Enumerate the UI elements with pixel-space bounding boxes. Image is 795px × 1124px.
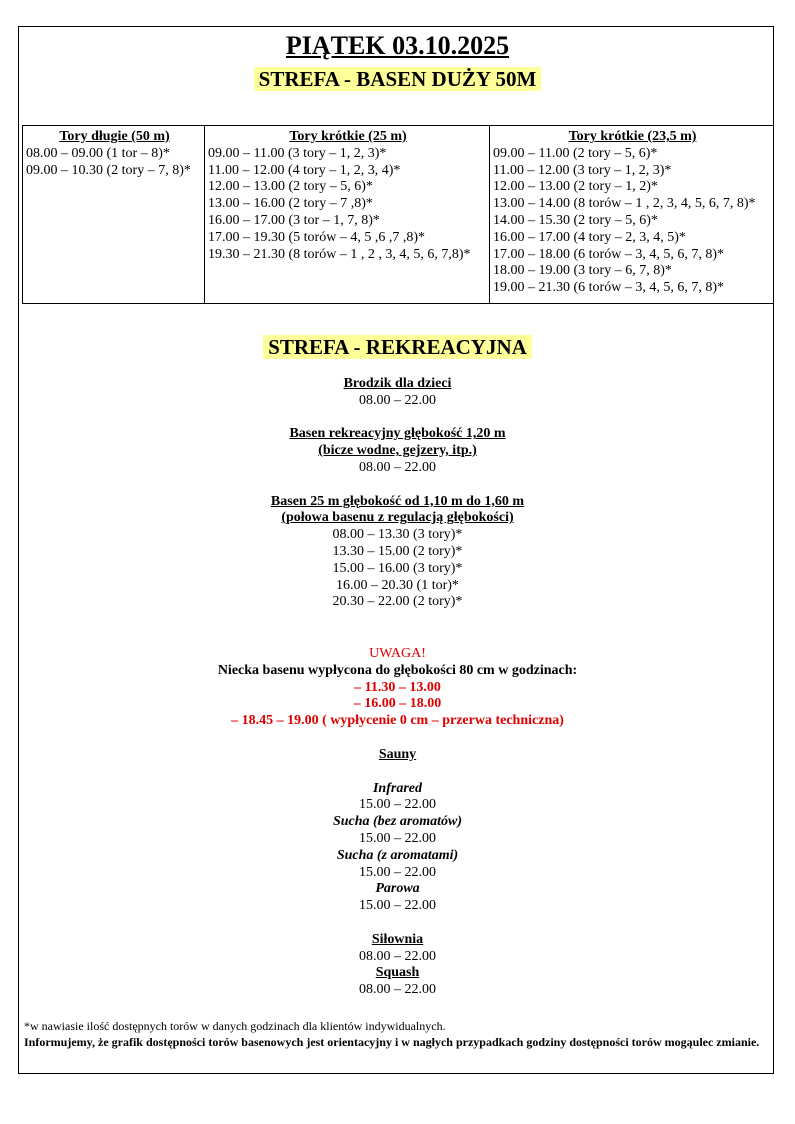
lane-slot: 09.00 – 11.00 (2 tory – 5, 6)* xyxy=(493,145,658,161)
lanes-table xyxy=(22,125,774,304)
warning-text: Niecka basenu wypłycona do głębokości 80 cm w godzinach: xyxy=(217,662,578,678)
lane-slot: 18.00 – 19.00 (3 tory – 6, 7, 8)* xyxy=(493,263,672,279)
lane-slot: 14.00 – 15.30 (2 tory – 5, 6)* xyxy=(493,212,658,228)
lane-slot: 08.00 – 09.00 (1 tor – 8)* xyxy=(26,145,170,161)
footer-info: Informujemy, że grafik dostępności torów basenowych jest orientacyjny i w nagłych przypadkach godziny dostępności torów mogąulec zmianie. xyxy=(24,1035,760,1049)
footer xyxy=(24,1018,764,1050)
lane-slot: 16.00 – 17.00 (4 tory – 2, 3, 4, 5)* xyxy=(493,229,686,245)
sauna-name: Sucha (bez aromatów) xyxy=(332,814,463,830)
lane-slot: 11.00 – 12.00 (3 tory – 1, 2, 3)* xyxy=(493,162,672,178)
pool25-slot: 15.00 – 16.00 (3 tory)* xyxy=(332,560,463,576)
column-heading: Tory krótkie (23,5 m) xyxy=(568,129,697,144)
squash-hours: 08.00 – 22.00 xyxy=(359,982,436,998)
squash-name: Squash xyxy=(375,965,420,981)
recreation-schedule xyxy=(0,376,795,611)
lane-slot: 17.00 – 19.30 (5 torów – 4, 5 ,6 ,7 ,8)* xyxy=(208,229,425,245)
column-heading: Tory długie (50 m) xyxy=(59,129,170,144)
short-lanes-25-column xyxy=(205,126,490,304)
pool25-slot: 13.30 – 15.00 (2 tory)* xyxy=(332,543,463,559)
rec-pool-hours: 08.00 – 22.00 xyxy=(359,459,436,475)
zone-recreation-heading xyxy=(0,334,795,361)
lane-slot: 16.00 – 17.00 (3 tor – 1, 7, 8)* xyxy=(208,212,380,228)
lane-slot: 17.00 – 18.00 (6 torów – 3, 4, 5, 6, 7, 8)* xyxy=(493,246,724,262)
kids-pool-name: Brodzik dla dzieci xyxy=(343,376,452,391)
kids-pool-hours: 08.00 – 22.00 xyxy=(359,392,436,408)
warning-item: – 18.45 – 19.00 ( wypłycenie 0 cm – przerwa techniczna) xyxy=(231,713,564,729)
sauna-hours: 15.00 – 22.00 xyxy=(359,797,436,813)
pool25-slot: 08.00 – 13.30 (3 tory)* xyxy=(332,527,463,543)
gym-hours: 08.00 – 22.00 xyxy=(359,948,436,964)
zone-recreation-label: STREFA - REKREACYJNA xyxy=(263,335,532,359)
warning-block xyxy=(0,646,795,730)
lane-slot: 09.00 – 11.00 (3 tory – 1, 2, 3)* xyxy=(208,145,387,161)
lane-slot: 09.00 – 10.30 (2 tory – 7, 8)* xyxy=(26,162,191,178)
sauna-hours: 15.00 – 22.00 xyxy=(359,830,436,846)
lane-slot: 12.00 – 13.00 (2 tory – 5, 6)* xyxy=(208,179,373,195)
pool25-slot: 16.00 – 20.30 (1 tor)* xyxy=(336,577,459,593)
column-heading: Tory krótkie (25 m) xyxy=(289,129,407,144)
short-lanes-23-column xyxy=(490,126,774,304)
warning-item: – 16.00 – 18.00 xyxy=(353,696,442,712)
saunas-heading: Sauny xyxy=(378,747,417,762)
pool25-note: (połowa basenu z regulacją głębokości) xyxy=(281,510,514,526)
sauna-name: Infrared xyxy=(372,780,422,796)
gym-name: Siłownia xyxy=(371,931,424,947)
page-title: PIĄTEK 03.10.2025 xyxy=(285,31,510,60)
rec-pool-name: Basen rekreacyjny głębokość 1,20 m xyxy=(289,426,506,442)
warning-title: UWAGA! xyxy=(369,646,426,661)
warning-item: – 11.30 – 13.00 xyxy=(354,679,441,695)
zone-big-pool-label: STREFA - BASEN DUŻY 50M xyxy=(254,67,542,91)
sauna-hours: 15.00 – 22.00 xyxy=(359,864,436,880)
long-lanes-column xyxy=(23,126,205,304)
lane-slot: 13.00 – 16.00 (2 tory – 7 ,8)* xyxy=(208,196,373,212)
zone-big-pool-heading xyxy=(0,66,795,92)
saunas-block xyxy=(0,747,795,999)
sauna-name: Sucha (z aromatami) xyxy=(336,847,459,863)
lane-slot: 13.00 – 14.00 (8 torów – 1 , 2, 3, 4, 5, 6, 7, 8)* xyxy=(493,196,756,212)
sauna-hours: 15.00 – 22.00 xyxy=(359,898,436,914)
lane-slot: 19.30 – 21.30 (8 torów – 1 , 2 , 3, 4, 5, 6, 7,8)* xyxy=(208,246,471,262)
pool25-slot: 20.30 – 22.00 (2 tory)* xyxy=(332,594,463,610)
pool25-name: Basen 25 m głębokość od 1,10 m do 1,60 m xyxy=(270,493,525,509)
lane-slot: 19.00 – 21.30 (6 torów – 3, 4, 5, 6, 7, 8)* xyxy=(493,280,724,296)
footer-note: *w nawiasie ilość dostępnych torów w danych godzinach dla klientów indywidualnych. xyxy=(24,1019,446,1033)
lane-slot: 11.00 – 12.00 (4 tory – 1, 2, 3, 4)* xyxy=(208,162,401,178)
sauna-name: Parowa xyxy=(375,881,420,897)
rec-pool-note: (bicze wodne, gejzery, itp.) xyxy=(318,443,477,459)
lane-slot: 12.00 – 13.00 (2 tory – 1, 2)* xyxy=(493,179,658,195)
